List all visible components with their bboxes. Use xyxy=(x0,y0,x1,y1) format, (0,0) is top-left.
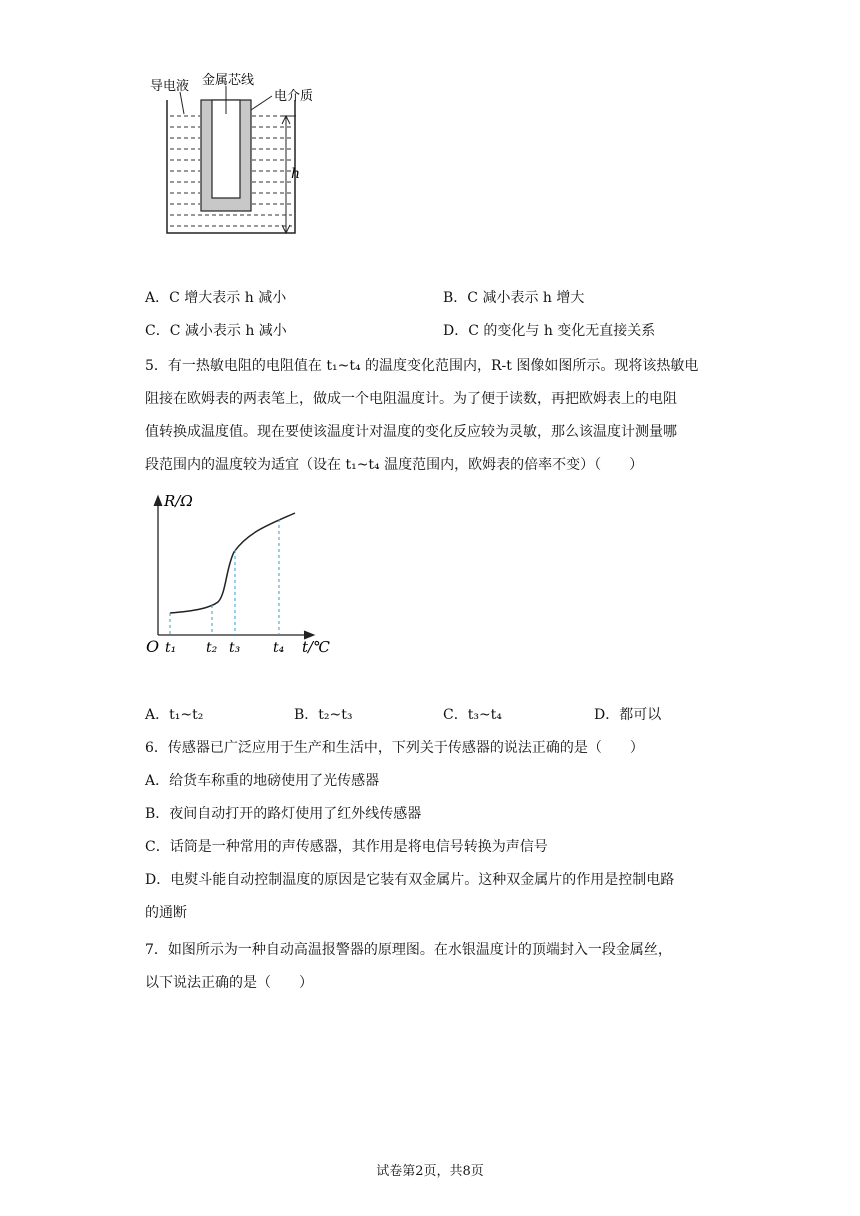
q7-line-2: 以下说法正确的是（ ） xyxy=(145,975,313,991)
tick-label-t1: t₁ xyxy=(165,640,177,656)
q6-option-b: B．夜间自动打开的路灯使用了红外线传感器 xyxy=(145,806,422,822)
label-core: 金属芯线 xyxy=(202,73,255,88)
q6-option-d-line-2: 的通断 xyxy=(145,905,187,921)
q5-option-c: C．t₃~t₄ xyxy=(443,707,502,723)
label-liquid: 导电液 xyxy=(150,79,190,94)
liquid-level-capacitor-figure xyxy=(140,70,370,240)
tick-label-t3: t₃ xyxy=(229,640,241,656)
q4-option-d: D．C 的变化与 h 变化无直接关系 xyxy=(443,323,656,339)
q5-option-a: A．t₁~t₂ xyxy=(145,707,204,723)
q4-option-b: B．C 减小表示 h 增大 xyxy=(443,290,585,306)
label-h: h xyxy=(291,166,301,182)
q5-option-d: D．都可以 xyxy=(594,707,662,723)
q5-line-2: 阻接在欧姆表的两表笔上，做成一个电阻温度计。为了便于读数，再把欧姆表上的电阻 xyxy=(145,391,677,407)
q7-line-1: 7．如图所示为一种自动高温报警器的原理图。在水银温度计的顶端封入一段金属丝， xyxy=(145,942,672,958)
r-t-chart xyxy=(140,490,350,660)
q5-line-1: 5．有一热敏电阻的电阻值在 t₁~t₄ 的温度变化范围内，R-t 图像如图所示。现将该热敏电 xyxy=(145,358,699,374)
q4-option-a: A．C 增大表示 h 减小 xyxy=(145,290,287,306)
q5-option-b: B．t₂~t₃ xyxy=(294,707,353,723)
q6-option-d-line-1: D．电熨斗能自动控制温度的原因是它装有双金属片。这种双金属片的作用是控制电路 xyxy=(145,872,675,888)
y-axis-label: R/Ω xyxy=(164,492,193,510)
tick-label-t4: t₄ xyxy=(273,640,285,656)
q6-option-c: C．话筒是一种常用的声传感器，其作用是将电信号转换为声信号 xyxy=(145,839,548,855)
q4-option-c: C．C 减小表示 h 减小 xyxy=(145,323,287,339)
tick-label-t2: t₂ xyxy=(206,640,218,656)
q6-stem: 6．传感器已广泛应用于生产和生活中，下列关于传感器的说法正确的是（ ） xyxy=(145,740,644,756)
label-dielectric: 电介质 xyxy=(274,89,314,104)
x-axis-label: t/℃ xyxy=(302,638,330,656)
r-t-curve xyxy=(170,513,295,613)
metal-core xyxy=(212,100,240,198)
q5-line-4: 段范围内的温度较为适宜（设在 t₁~t₄ 温度范围内，欧姆表的倍率不变）（ ） xyxy=(145,457,644,473)
origin-label: O xyxy=(146,637,160,656)
page-footer: 试卷第2页，共8页 xyxy=(376,1164,484,1179)
q6-option-a: A．给货车称重的地磅使用了光传感器 xyxy=(145,773,380,789)
q5-line-3: 值转换成温度值。现在要使该温度计对温度的变化反应较为灵敏，那么该温度计测量哪 xyxy=(145,424,677,440)
